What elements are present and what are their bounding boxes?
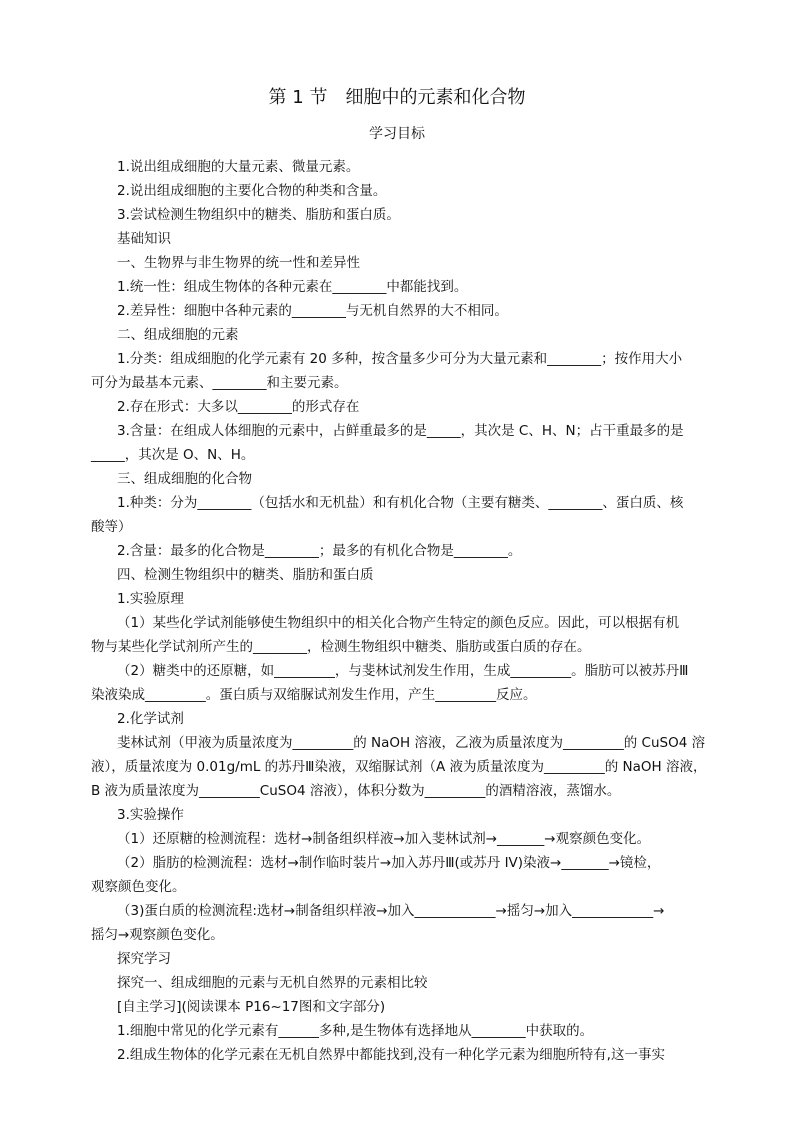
text-line: 3.尝试检测生物组织中的糖类、脂肪和蛋白质。 [117, 207, 400, 223]
text-line: 一、生物界与非生物界的统一性和差异性 [117, 255, 360, 271]
text-line: [自主学习](阅读课本 P16~17图和文字部分) [117, 999, 386, 1015]
text-line: （2）脂肪的检测流程：选材→制作临时装片→加入苏丹Ⅲ(或苏丹 IV)染液→_______→镜检， [117, 855, 661, 871]
text-line: 可分为最基本元素、________和主要元素。 [91, 375, 348, 391]
text-line: （1）还原糖的检测流程：选材→制备组织样液→加入斐林试剂→_______→观察颜色变化。 [117, 831, 651, 847]
text-line: 1.分类：组成细胞的化学元素有 20 多种，按含量多少可分为大量元素和________；按作用大小 [117, 351, 683, 367]
text-line: 酸等） [91, 519, 132, 535]
text-line: 基础知识 [117, 231, 171, 247]
text-line: 1.统一性：组成生物体的各种元素在________中都能找到。 [117, 279, 468, 295]
text-line: 液），质量浓度为 0.01g/mL 的苏丹Ⅲ染液，双缩脲试剂（A 液为质量浓度为_________的 NaOH 溶液， [91, 759, 707, 775]
text-line: 2.含量：最多的化合物是________；最多的有机化合物是________。 [117, 543, 522, 559]
text-line: （1）某些化学试剂能够使生物组织中的相关化合物产生特定的颜色反应。因此，可以根据有机 [117, 615, 680, 631]
text-line: 2.差异性：细胞中各种元素的________与无机自然界的大不相同。 [117, 303, 508, 319]
page-title: 第 1 节 细胞中的元素和化合物 [268, 87, 526, 108]
text-line: 1.种类：分为________（包括水和无机盐）和有机化合物（主要有糖类、________、蛋白质、核 [117, 495, 684, 511]
text-line: 2.说出组成细胞的主要化合物的种类和含量。 [117, 183, 387, 199]
text-line: 2.化学试剂 [117, 711, 184, 727]
text-line: 观察颜色变化。 [91, 879, 186, 895]
text-line: 二、组成细胞的元素 [117, 327, 239, 343]
section-subtitle: 学习目标 [369, 126, 425, 142]
text-line: 2.存在形式：大多以________的形式存在 [117, 399, 360, 415]
text-line: 三、组成细胞的化合物 [117, 471, 252, 487]
text-line: 1.实验原理 [117, 591, 184, 607]
text-line: 探究学习 [117, 951, 171, 967]
text-line: 2.组成生物体的化学元素在无机自然界中都能找到,没有一种化学元素为细胞所特有,这一事实 [117, 1047, 665, 1063]
text-line: 1.说出组成细胞的大量元素、微量元素。 [117, 159, 360, 175]
text-line: 1.细胞中常见的化学元素有______多种,是生物体有选择地从________中获取的。 [117, 1023, 594, 1039]
text-line: （2）糖类中的还原糖，如_________，与斐林试剂发生作用，生成_________。脂肪可以被苏丹Ⅲ [117, 663, 689, 679]
text-line: 斐林试剂（甲液为质量浓度为_________的 NaOH 溶液，乙液为质量浓度为_________的 CuSO4 溶 [117, 735, 706, 751]
text-line: 3.实验操作 [117, 807, 184, 823]
text-line: 四、检测生物组织中的糖类、脂肪和蛋白质 [117, 567, 374, 583]
text-line: B 液为质量浓度为_________CuSO4 溶液），体积分数为_________的酒精溶液，蒸馏水。 [91, 783, 621, 799]
text-line: 3.含量：在组成人体细胞的元素中，占鲜重最多的是_____，其次是 C、H、N；占干重最多的是 [117, 423, 684, 439]
text-line: 物与某些化学试剂所产生的________，检测生物组织中糖类、脂肪或蛋白质的存在。 [91, 639, 591, 655]
text-line: 染液染成_________。蛋白质与双缩脲试剂发生作用，产生_________反应。 [91, 687, 537, 703]
text-line: 摇匀→观察颜色变化。 [91, 927, 224, 943]
text-line: _____，其次是 O、N、H。 [91, 447, 255, 463]
text-line: 探究一、组成细胞的元素与无机自然界的元素相比较 [117, 975, 428, 991]
text-line: （3)蛋白质的检测流程:选材→制备组织样液→加入____________→摇匀→加入____________→ [117, 903, 665, 919]
